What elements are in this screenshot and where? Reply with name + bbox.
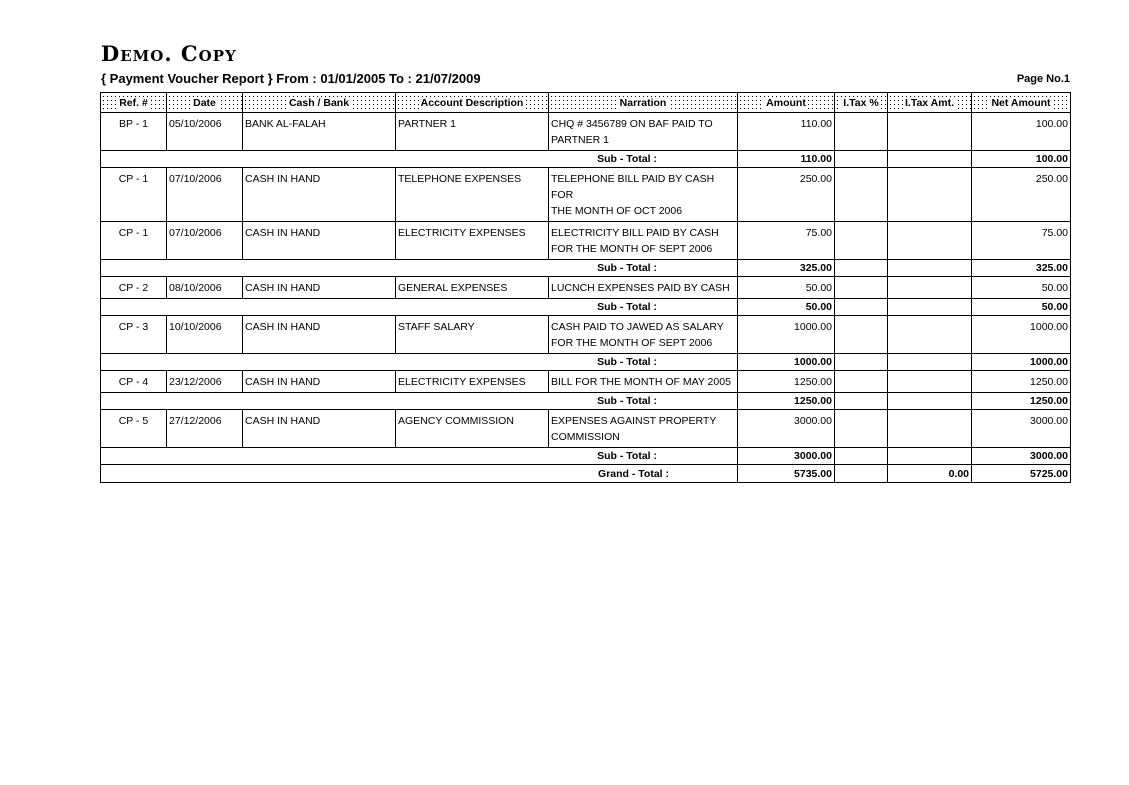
subtotal-amount: 325.00 xyxy=(738,260,835,277)
ref-cell: CP - 4 xyxy=(101,371,167,393)
subtotal-net: 1000.00 xyxy=(972,354,1071,371)
column-header xyxy=(972,93,1071,113)
narration-cell xyxy=(549,316,738,354)
table-row xyxy=(101,113,1071,151)
ref-cell: BP - 1 xyxy=(101,113,167,151)
date-cell: 23/12/2006 xyxy=(167,371,243,393)
subtotal-label: Sub - Total : xyxy=(101,260,738,277)
subtotal-amount: 110.00 xyxy=(738,151,835,168)
amount-cell: 50.00 xyxy=(738,277,835,299)
itax-pct-cell xyxy=(835,277,888,299)
column-header-label: Net Amount xyxy=(991,96,1051,109)
voucher-table xyxy=(100,92,1071,483)
table-body xyxy=(101,113,1071,483)
account-cell: STAFF SALARY xyxy=(396,316,549,354)
subtotal-itax-amt xyxy=(888,393,972,410)
column-header xyxy=(835,93,888,113)
subtotal-label: Sub - Total : xyxy=(101,151,738,168)
itax-pct-cell xyxy=(835,168,888,222)
grand-total-label: Grand - Total : xyxy=(101,465,738,483)
subtotal-itax-amt xyxy=(888,151,972,168)
table-row xyxy=(101,410,1071,448)
grand-total-itax-amt: 0.00 xyxy=(888,465,972,483)
date-cell: 08/10/2006 xyxy=(167,277,243,299)
table-row xyxy=(101,371,1071,393)
amount-cell: 1250.00 xyxy=(738,371,835,393)
table-row xyxy=(101,277,1071,299)
subtotal-itax-pct xyxy=(835,393,888,410)
subtotal-row xyxy=(101,354,1071,371)
narration-line-1: CASH PAID TO JAWED AS SALARY xyxy=(551,321,724,333)
ref-cell: CP - 2 xyxy=(101,277,167,299)
subtotal-row xyxy=(101,393,1071,410)
net-amount-cell: 1000.00 xyxy=(972,316,1071,354)
subtotal-itax-amt xyxy=(888,260,972,277)
report-title: { Payment Voucher Report } From : 01/01/2005 To : 21/07/2009 xyxy=(101,71,481,86)
column-header xyxy=(888,93,972,113)
narration-cell xyxy=(549,277,738,299)
page-number: Page No.1 xyxy=(1016,73,1070,85)
narration-line-1: LUCNCH EXPENSES PAID BY CASH xyxy=(551,282,730,294)
subtotal-net: 1250.00 xyxy=(972,393,1071,410)
grand-total-net: 5725.00 xyxy=(972,465,1071,483)
column-header xyxy=(738,93,835,113)
narration-line-2: PARTNER 1 xyxy=(551,134,609,146)
account-cell: ELECTRICITY EXPENSES xyxy=(396,222,549,260)
column-header xyxy=(549,93,738,113)
account-cell: TELEPHONE EXPENSES xyxy=(396,168,549,222)
itax-amt-cell xyxy=(888,371,972,393)
cash-bank-cell: CASH IN HAND xyxy=(243,316,396,354)
net-amount-cell: 75.00 xyxy=(972,222,1071,260)
narration-cell xyxy=(549,222,738,260)
itax-amt-cell xyxy=(888,168,972,222)
narration-line-1: EXPENSES AGAINST PROPERTY xyxy=(551,415,717,427)
narration-cell xyxy=(549,113,738,151)
brand-title: Demo. Copy xyxy=(101,41,237,66)
table-row xyxy=(101,222,1071,260)
net-amount-cell: 250.00 xyxy=(972,168,1071,222)
narration-line-2: THE MONTH OF OCT 2006 xyxy=(551,205,683,217)
column-header-label: I.Tax % xyxy=(843,96,879,109)
column-header-label: Date xyxy=(193,96,216,109)
cash-bank-cell: CASH IN HAND xyxy=(243,410,396,448)
column-header xyxy=(167,93,243,113)
account-cell: ELECTRICITY EXPENSES xyxy=(396,371,549,393)
subtotal-net: 50.00 xyxy=(972,299,1071,316)
narration-cell xyxy=(549,371,738,393)
itax-amt-cell xyxy=(888,222,972,260)
date-cell: 07/10/2006 xyxy=(167,222,243,260)
subtotal-itax-pct xyxy=(835,354,888,371)
subtotal-amount: 1000.00 xyxy=(738,354,835,371)
amount-cell: 75.00 xyxy=(738,222,835,260)
column-header-label: I.Tax Amt. xyxy=(904,96,954,109)
narration-line-1: TELEPHONE BILL PAID BY CASH FOR xyxy=(551,173,715,201)
amount-cell: 1000.00 xyxy=(738,316,835,354)
table-row xyxy=(101,316,1071,354)
itax-amt-cell xyxy=(888,410,972,448)
subtotal-itax-amt xyxy=(888,299,972,316)
subtotal-amount: 50.00 xyxy=(738,299,835,316)
date-cell: 05/10/2006 xyxy=(167,113,243,151)
narration-line-1: BILL FOR THE MONTH OF MAY 2005 xyxy=(551,376,731,388)
itax-pct-cell xyxy=(835,316,888,354)
cash-bank-cell: CASH IN HAND xyxy=(243,371,396,393)
account-cell: GENERAL EXPENSES xyxy=(396,277,549,299)
grand-total-row xyxy=(101,465,1071,483)
narration-line-1: ELECTRICITY BILL PAID BY CASH xyxy=(551,227,719,239)
narration-cell xyxy=(549,168,738,222)
subtotal-label: Sub - Total : xyxy=(101,448,738,465)
itax-pct-cell xyxy=(835,410,888,448)
cash-bank-cell: BANK AL-FALAH xyxy=(243,113,396,151)
table-row xyxy=(101,168,1071,222)
net-amount-cell: 3000.00 xyxy=(972,410,1071,448)
subtotal-row xyxy=(101,260,1071,277)
itax-pct-cell xyxy=(835,113,888,151)
column-header-label: Account Description xyxy=(420,96,524,109)
narration-line-2: COMMISSION xyxy=(551,431,620,443)
column-header-label: Cash / Bank xyxy=(288,96,350,109)
subtotal-itax-amt xyxy=(888,354,972,371)
itax-amt-cell xyxy=(888,316,972,354)
grand-total-amount: 5735.00 xyxy=(738,465,835,483)
amount-cell: 3000.00 xyxy=(738,410,835,448)
itax-amt-cell xyxy=(888,277,972,299)
account-cell: AGENCY COMMISSION xyxy=(396,410,549,448)
account-cell: PARTNER 1 xyxy=(396,113,549,151)
ref-cell: CP - 1 xyxy=(101,222,167,260)
subtotal-itax-pct xyxy=(835,448,888,465)
header-row xyxy=(101,93,1071,113)
cash-bank-cell: CASH IN HAND xyxy=(243,168,396,222)
cash-bank-cell: CASH IN HAND xyxy=(243,277,396,299)
subtotal-net: 325.00 xyxy=(972,260,1071,277)
subtotal-itax-pct xyxy=(835,260,888,277)
column-header xyxy=(101,93,167,113)
itax-pct-cell xyxy=(835,371,888,393)
itax-pct-cell xyxy=(835,222,888,260)
cash-bank-cell: CASH IN HAND xyxy=(243,222,396,260)
amount-cell: 110.00 xyxy=(738,113,835,151)
date-cell: 10/10/2006 xyxy=(167,316,243,354)
subtotal-amount: 3000.00 xyxy=(738,448,835,465)
subtotal-label: Sub - Total : xyxy=(101,354,738,371)
itax-amt-cell xyxy=(888,113,972,151)
subtotal-amount: 1250.00 xyxy=(738,393,835,410)
subtotal-row xyxy=(101,151,1071,168)
column-header-label: Amount xyxy=(766,96,806,109)
column-header xyxy=(396,93,549,113)
subtotal-row xyxy=(101,448,1071,465)
subtotal-label: Sub - Total : xyxy=(101,393,738,410)
narration-line-2: FOR THE MONTH OF SEPT 2006 xyxy=(551,243,713,255)
ref-cell: CP - 3 xyxy=(101,316,167,354)
column-header xyxy=(243,93,396,113)
narration-line-1: CHQ # 3456789 ON BAF PAID TO xyxy=(551,118,713,130)
subtotal-itax-pct xyxy=(835,299,888,316)
amount-cell: 250.00 xyxy=(738,168,835,222)
column-header-label: Ref. # xyxy=(119,96,148,109)
date-cell: 07/10/2006 xyxy=(167,168,243,222)
subtotal-net: 3000.00 xyxy=(972,448,1071,465)
grand-total-itax-pct xyxy=(835,465,888,483)
net-amount-cell: 50.00 xyxy=(972,277,1071,299)
narration-line-2: FOR THE MONTH OF SEPT 2006 xyxy=(551,337,713,349)
net-amount-cell: 1250.00 xyxy=(972,371,1071,393)
narration-cell xyxy=(549,410,738,448)
subtotal-label: Sub - Total : xyxy=(101,299,738,316)
subtotal-itax-pct xyxy=(835,151,888,168)
date-cell: 27/12/2006 xyxy=(167,410,243,448)
ref-cell: CP - 1 xyxy=(101,168,167,222)
column-header-label: Narration xyxy=(619,96,667,109)
subtotal-net: 100.00 xyxy=(972,151,1071,168)
subtotal-itax-amt xyxy=(888,448,972,465)
ref-cell: CP - 5 xyxy=(101,410,167,448)
subtotal-row xyxy=(101,299,1071,316)
net-amount-cell: 100.00 xyxy=(972,113,1071,151)
